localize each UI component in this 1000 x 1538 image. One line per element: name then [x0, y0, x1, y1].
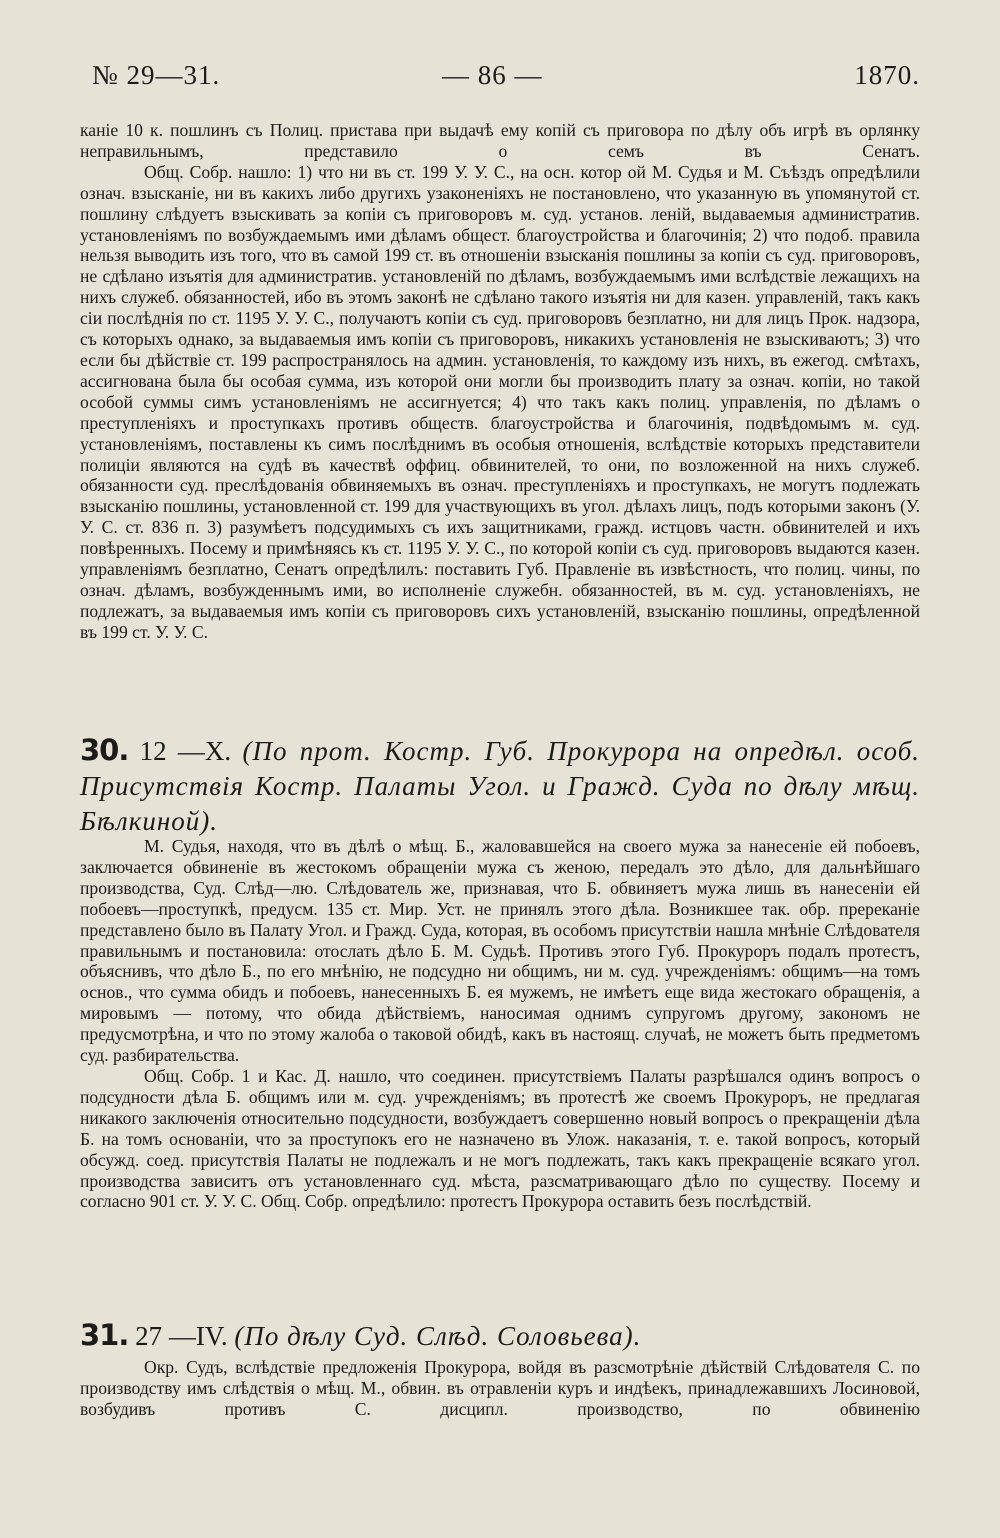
paragraph: каніе 10 к. пошлинъ съ Полиц. пристава при выдачѣ ему копій съ приговора по дѣлу объ игрѣ въ орлянку неправильнымъ, представило о семъ въ Сенатъ.	[80, 120, 920, 161]
section-30-heading	[80, 733, 920, 839]
section-29-body	[80, 120, 920, 643]
section-31-body	[80, 1357, 920, 1420]
section-number: 31.	[80, 1318, 129, 1352]
section-date: 12 —X.	[139, 736, 232, 766]
page-number: — 86 —	[442, 60, 543, 90]
year: 1870.	[854, 60, 920, 90]
section-number: 30.	[80, 733, 129, 767]
paragraph: Общ. Собр. 1 и Кас. Д. нашло, что соединен. присутствіемъ Палаты разрѣшался одинъ вопросъ о подсудности дѣла Б. общимъ или м. суд. учрежденіямъ; въ протестѣ же своемъ Прокуроръ, не предлагая никакого заключенія относительно подсудности, возбуждаетъ совершенно новый вопросъ о прекращеніи дѣла Б. на томъ основаніи, что за проступокъ его не назначено въ Улож. наказанія, т. е. такой вопросъ, который обсужд. соед. присутствія Палаты не подлежалъ и не могъ подлежать, такъ какъ прекращеніе всякаго угол. производства зависитъ отъ установленнаго суд. мѣста, разсматривающаго дѣло по существу. Посему и согласно 901 ст. У. У. С. Общ. Собр. опредѣлило: протестъ Прокурора оставить безъ послѣдствій.	[80, 1065, 920, 1212]
section-30-body	[80, 836, 920, 1212]
section-31-heading	[80, 1318, 920, 1354]
paragraph: Общ. Собр. нашло: 1) что ни въ ст. 199 У. У. С., на осн. котор ой М. Судья и М. Съѣздъ опредѣлили означ. взысканіе, ни въ какихъ либо другихъ узаконеніяхъ не постановлено, что указанную въ упомянутой ст. пошлину слѣдуетъ взыскивать за копіи съ приговоровъ м. суд. установ. леній, выдаваемыя административ. установленіямъ по возбуждаемымъ ими дѣламъ общест. благоустройства и благочинія; 2) что подоб. правила нельзя выводить изъ того, что въ самой 199 ст. въ отношеніи взысканія пошлины за копіи съ суд. приговоровъ, не сдѣлано изъятія для административ. установленій по дѣламъ, возбуждаемымъ ими вслѣдствіе лежащихъ на нихъ служеб. обязанностей, ибо въ этомъ законѣ не сдѣлано такого изъятія ни для казен. управленій, такъ какъ сіи послѣднія по ст. 1195 У. У. С., получаютъ копіи съ суд. приговоровъ безплатно, ни для лицъ Прок. надзора, съ которыхъ однако, за выдаваемыя имъ копіи съ приговоровъ, никакихъ установленія не взыскиваютъ; 3) что если бы дѣйствіе ст. 199 распространялось на админ. установленія, то каждому изъ нихъ, въ ежегод. смѣтахъ, ассигнована была бы особая сумма, изъ которой они могли бы производить плату за означ. копіи, но такой особой суммы симъ установленіямъ не ассигнуется; 4) что такъ какъ полиц. управленія, по дѣламъ о преступленіяхъ и проступкахъ противъ обществ. благоустройства и благочинія, подвѣдомымъ м. суд. установленіямъ, поставлены къ симъ послѣднимъ въ особыя отношенія, вслѣдствіе которыхъ представители полиціи являются на судѣ въ качествѣ оффиц. обвинителей, то они, по возложенной на нихъ служеб. обязанности суд. преслѣдованія обвиняемыхъ въ означ. преступленіяхъ и проступкахъ, не могутъ подлежать взысканію пошлины, установленной ст. 199 для участвующихъ въ угол. дѣлахъ лицъ, подъ которыми законъ (У. У. С. ст. 836 п. 3) разумѣетъ подсудимыхъ съ ихъ защитниками, гражд. истцовъ частн. обвинителей и ихъ повѣренныхъ. Посему и примѣняясь къ ст. 1195 У. У. С., по которой копіи съ суд. приговоровъ выдаются казен. управленіямъ безплатно, Сенатъ опредѣлилъ: поставить Губ. Правленіе въ извѣстность, что полиц. чины, по означ. дѣламъ, возбужденнымъ ими, во исполненіе служебн. обязанностей, въ м. суд. установленіяхъ, не подлежатъ, за выдаваемыя имъ копіи съ приговоровъ сихъ установленій, взысканію пошлины, опредѣленной въ 199 ст. У. У. С.	[80, 161, 920, 642]
paragraph: Окр. Судъ, вслѣдствіе предложенія Прокурора, войдя въ разсмотрѣніе дѣйствій Слѣдователя С. по производству имъ слѣдствія о мѣщ. М., обвин. въ отравленіи куръ и индѣекъ, принадлежавшихъ Лосиновой, возбудивъ противъ С. дисципл. производство, по обвиненію	[80, 1357, 920, 1419]
paragraph: М. Судья, находя, что въ дѣлѣ о мѣщ. Б., жаловавшейся на своего мужа за нанесеніе ей побоевъ, заключается обвиненіе въ жестокомъ обращеніи мужа съ женою, передалъ это дѣло, для дальнѣйшаго производства, Суд. Слѣд—лю. Слѣдователь же, признавая, что Б. обвиняетъ мужа лишь въ нанесеніи ей побоевъ—проступкѣ, предусм. 135 ст. Мир. Уст. не принялъ этого дѣла. Возникшее так. обр. пререканіе представлено было въ Палату Угол. и Гражд. Суда, которая, въ особомъ присутствіи нашла мнѣніе Слѣдователя правильнымъ и постановила: отослать дѣло Б. М. Судьѣ. Противъ этого Губ. Прокуроръ подалъ протестъ, объяснивъ, что дѣло Б., по его мнѣнію, не подсудно ни общимъ, ни м. суд. учрежденіямъ: общимъ—на томъ основ., что сумма обидъ и побоевъ, нанесенныхъ Б. ея мужемъ, не имѣетъ еще вида жестокаго обращенія, а мировымъ — потому, что обида дѣйствіемъ, наносимая однимъ супругомъ другому, закономъ не предусмотрѣна, и что по этому жалоба о таковой обидѣ, какъ въ настоящ. случаѣ, не можетъ быть предметомъ суд. разбирательства.	[80, 836, 920, 1066]
section-title: (По прот. Костр. Губ. Прокурора на опредѣл. особ. Присутствія Костр. Палаты Угол. и Гражд. Суда по дѣлу мѣщ. Бѣлкиной).	[80, 736, 921, 836]
running-header	[92, 60, 920, 94]
section-title: (По дѣлу Суд. Слѣд. Соловьева).	[234, 1321, 642, 1351]
section-date: 27 —IV.	[135, 1321, 228, 1351]
issue-number: № 29—31.	[92, 60, 221, 90]
